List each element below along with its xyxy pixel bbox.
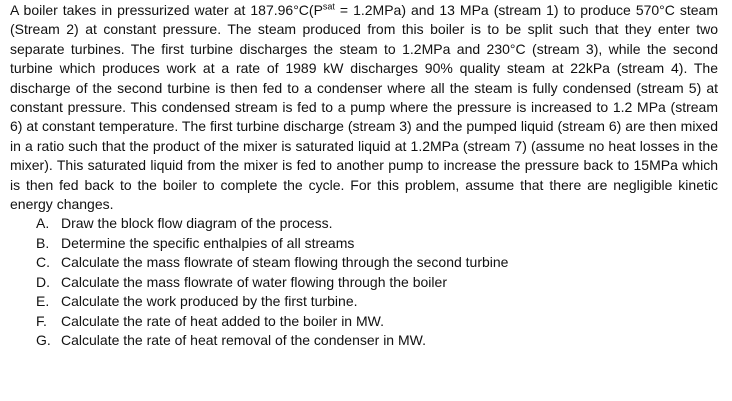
question-item — [36, 312, 718, 331]
question-text: Calculate the mass flowrate of steam flowing through the second turbine — [61, 254, 509, 271]
question-letter: F. — [36, 312, 47, 329]
question-item — [36, 273, 718, 292]
question-item — [36, 292, 718, 311]
question-letter: C. — [36, 254, 50, 271]
question-text: Calculate the rate of heat removal of the condenser in MW. — [61, 331, 426, 348]
problem-text-part-1: A boiler takes in pressurized water at 187.96°C(P — [10, 2, 323, 18]
question-text: Draw the block flow diagram of the process. — [61, 215, 333, 232]
question-text: Calculate the rate of heat added to the boiler in MW. — [61, 312, 384, 329]
saturation-superscript: sat — [322, 1, 335, 12]
problem-statement — [10, 1, 718, 214]
question-list — [10, 214, 718, 350]
question-item — [36, 234, 718, 253]
question-letter: G. — [36, 331, 51, 348]
problem-document — [10, 1, 718, 350]
question-text: Determine the specific enthalpies of all streams — [61, 234, 355, 251]
question-letter: B. — [36, 234, 50, 251]
problem-text-part-2: = 1.2MPa) and 13 MPa (stream 1) to produce 570°C steam (Stream 2) at constant pressure. The steam produced from this boiler is to be split such that they enter two separate turbines. The first turbine discharges the steam to 1.2MPa and 230°C (stream 3), while the second turbine which produces work at a rate of 1989 kW discharges 90% quality steam at 22kPa (stream 4). The discharge of the second turbine is then fed to a condenser where all the steam is fully condensed (stream 5) at constant pressure. This condensed stream is fed to a pump where the pressure is increased to 1.2 MPa (stream 6) at constant temperature. The first turbine discharge (stream 3) and the pumped liquid (stream 6) are then mixed in a ratio such that the product of the mixer is saturated liquid at 1.2MPa (stream 7) (assume no heat losses in the mixer). This saturated liquid from the mixer is fed to another pump to increase the pressure back to 15MPa which is then fed back to the boiler to complete the cycle. For this problem, assume that there are negligible kinetic energy changes. — [10, 2, 718, 213]
question-letter: D. — [36, 273, 50, 290]
question-item — [36, 214, 718, 233]
question-letter: A. — [36, 215, 50, 232]
question-letter: E. — [36, 293, 50, 310]
question-item — [36, 331, 718, 350]
question-text: Calculate the work produced by the first turbine. — [61, 293, 358, 310]
question-text: Calculate the mass flowrate of water flowing through the boiler — [61, 273, 447, 290]
question-item — [36, 253, 718, 272]
